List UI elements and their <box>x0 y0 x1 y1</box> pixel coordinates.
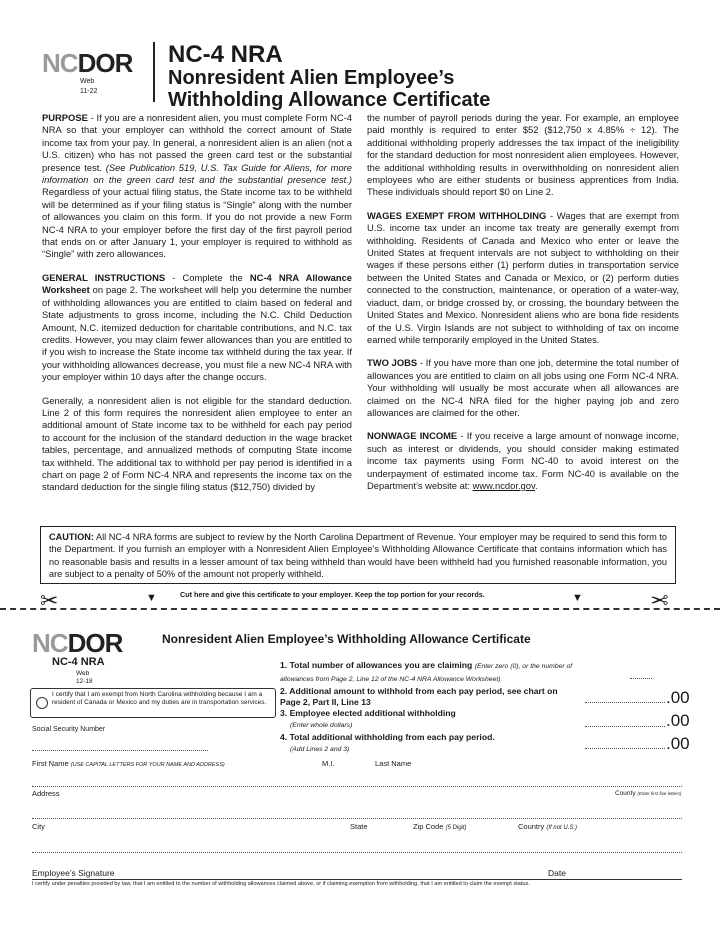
nonwage-income-paragraph: NONWAGE INCOME - If you receive a large amount of nonwage income, such as interest or dividends, you should consider making estimated income tax payments using Form NC-40 to avoid interest on the underpayment of estimated income tax. Form NC-40 is available on the Department’s website at: www.ncdor.gov. <box>367 430 679 491</box>
certify-text: I certify under penalties provided by law, that I am entitled to the number of withholding allowances claimed above, or if claiming exemption from withholding, that I am entitled to claim the exempt status. <box>32 881 530 887</box>
state-label: State <box>350 822 368 831</box>
mi-label: M.I. <box>322 759 335 768</box>
address-label: Address <box>32 789 60 798</box>
signature-line[interactable] <box>32 879 682 880</box>
certificate-lines <box>280 660 690 760</box>
instructions-left-column <box>42 112 352 505</box>
right-continued-paragraph: the number of payroll periods during the year. For example, an employee paid monthly is required to enter $52 ($12,750 x 4.85% ÷ 12). The additional withholding properly addresses the tax impact of the ineligibility for the standard deduction for most nonresident alien employees. However, the additional withholding results in overwithholding on nonresident alien employees who are either students or business apprentices from India. These individuals should report $0 on Line 2. <box>367 112 679 198</box>
logo-web-label: Web <box>80 78 95 85</box>
line-3: 3. Employee elected additional withholding (Enter whole dollars) <box>280 708 456 729</box>
first-name-label: First Name (USE CAPITAL LETTERS FOR YOUR NAME AND ADDRESS) <box>32 759 225 768</box>
country-label: Country (If not U.S.) <box>518 822 578 831</box>
ssn-input[interactable] <box>32 742 208 751</box>
ssn-label: Social Security Number <box>32 726 106 733</box>
line-3-cents: .00 <box>666 711 690 730</box>
date-label: Date <box>548 868 566 878</box>
name-input[interactable] <box>32 786 682 787</box>
exempt-certification-text: I certify that I am exempt from North Carolina withholding because I am a resident of Canada or Mexico and my duties are in transportation services. <box>52 691 267 706</box>
title-line-1: Nonresident Alien Employee’s <box>168 67 455 89</box>
line-2-cents: .00 <box>666 688 690 707</box>
form-id: NC-4 NRA <box>168 41 283 68</box>
certificate-form-id: NC-4 NRA <box>52 656 105 668</box>
scissors-left-icon: ✂ <box>40 588 59 613</box>
scissors-right-icon: ✂ <box>650 588 669 613</box>
cut-line <box>0 608 720 610</box>
cut-instruction: Cut here and give this certificate to your employer. Keep the top portion for your records. <box>180 590 485 599</box>
certificate-date-label: 12-18 <box>76 678 93 685</box>
header-divider <box>153 42 155 102</box>
line-2: 2. Additional amount to withhold from each pay period, see chart on Page 2, Part II, Line 13 <box>280 686 558 707</box>
purpose-paragraph: PURPOSE - If you are a nonresident alien, you must complete Form NC-4 NRA so that your employer can withhold the correct amount of State income tax from your pay. In general, a nonresident alien is an alien (not a U.S. citizen) who has not passed the green card test or the substantial presence test. (See Publication 519, U.S. Tax Guide for Aliens, for more information on the green card test and the substantial presence test.) Regardless of your actual filing status, the State income tax to be withheld will be determined as if your filing status is “Single” along with the number of allowances you claim on this form. If you do not provide a new Form NC-4 NRA to your employer before the first day of the first payroll period that ends on or after January 1, your employer is required to withhold as “Single” with zero allowances. <box>42 112 352 260</box>
line-4-cents: .00 <box>666 734 690 753</box>
exempt-radio[interactable] <box>36 697 48 709</box>
line-2-input[interactable] <box>585 702 665 703</box>
title-line-2: Withholding Allowance Certificate <box>168 89 491 111</box>
line-4: 4. Total additional withholding from each pay period. (Add Lines 2 and 3) <box>280 732 495 753</box>
line-3-input[interactable] <box>585 726 665 727</box>
two-jobs-paragraph: TWO JOBS - If you have more than one job, determine the total number of allowances you are entitled to claim on all jobs using one Form NC-4 NRA. Your withholding will usually be most accurate when all allowances are claimed on the NC-4 NRA filed for the higher paying job and zero allowances are claimed for the other. <box>367 357 679 418</box>
city-label: City <box>32 822 45 831</box>
certificate-web-label: Web <box>76 670 90 677</box>
zip-label: Zip Code (5 Digit) <box>413 822 467 831</box>
general-instructions-paragraph: GENERAL INSTRUCTIONS - Complete the NC-4 NRA Allowance Worksheet on page 2. The worksheet will help you determine the number of withholding allowances you are entitled to claim based on federal and State adjustments to gross income, including the N.C. Child Deduction Amount, N.C. itemized deduction for charitable contributions, and N.C. tax credits. However, you may claim fewer allowances than you are entitled to if you wish to increase the State income tax withheld during the tax year. If your withholding allowances decrease, you must file a new NC-4 NRA with your employer within 10 days after the change occurs. <box>42 271 352 383</box>
last-name-label: Last Name <box>375 759 412 768</box>
caution-box: CAUTION: All NC-4 NRA forms are subject to review by the North Carolina Department of Revenue. Your employer may be required to send this form to the Department. If you furnish an employer with a Nonresident Alien Employee’s Withholding Allowance Certificate that contains information which has no reasonable basis and results in a lesser amount of tax being withheld than would have been withheld had you furnished reasonable information, you are subject to a penalty of 50% of the amount not properly withheld. <box>40 526 676 584</box>
ncdor-website-link[interactable]: www.ncdor.gov <box>472 479 535 491</box>
line-1: 1. Total number of allowances you are claiming (Enter zero (0), or the number of allowances from Page 2, Line 12 of the NC-4 NRA Allowance Worksheet) <box>280 660 573 683</box>
instructions-right-column <box>367 112 679 503</box>
title-block <box>168 42 490 111</box>
certificate-logo: NCDOR <box>32 628 123 658</box>
arrow-down-right-icon: ▼ <box>572 592 583 604</box>
line-4-input[interactable] <box>585 748 665 749</box>
line-1-input[interactable] <box>630 678 652 679</box>
ncdor-logo: NCDOR <box>42 48 133 78</box>
wages-exempt-paragraph: WAGES EXEMPT FROM WITHHOLDING - Wages that are exempt from U.S. income tax under an income tax treaty are generally exempt from withholding. Residents of Canada and Mexico who enter or leave the United States at frequent intervals are not subject to withholding on their wages if these persons either (1) perform duties in transportation service between the United States and Canada or Mexico, or (2) perform duties connected to the construction, maintenance, or operation of a water-way, viaduct, dam, or bridge crossed by, or crossing, the boundary between the United States and Mexico. Nonresident aliens who are bona fide residents of the U.S. Virgin Islands are not subject to withholding of tax on income earned while temporarily employed in the United States. <box>367 209 679 345</box>
county-label: County (Enter first five letters) <box>615 790 682 797</box>
address-input[interactable] <box>32 818 682 819</box>
arrow-down-left-icon: ▼ <box>146 592 157 604</box>
generally-paragraph: Generally, a nonresident alien is not eligible for the standard deduction. Line 2 of this form requires the nonresident alien employee to enter an additional amount of State income tax to be withheld for each pay period to account for the inclusion of the standard deduction in the wage bracket tables, percentage, and annualized methods of computing State income tax withheld. The additional tax to withhold per pay period is identified in a chart on page 2 of Form NC-4 NRA and represents the income tax on the standard deduction for the single filing status ($12,750) divided by <box>42 394 352 493</box>
logo-date-label: 11-22 <box>80 88 98 95</box>
signature-label: Employee’s Signature <box>32 868 115 878</box>
city-input[interactable] <box>32 852 682 853</box>
certificate-title: Nonresident Alien Employee’s Withholding Allowance Certificate <box>162 632 531 646</box>
